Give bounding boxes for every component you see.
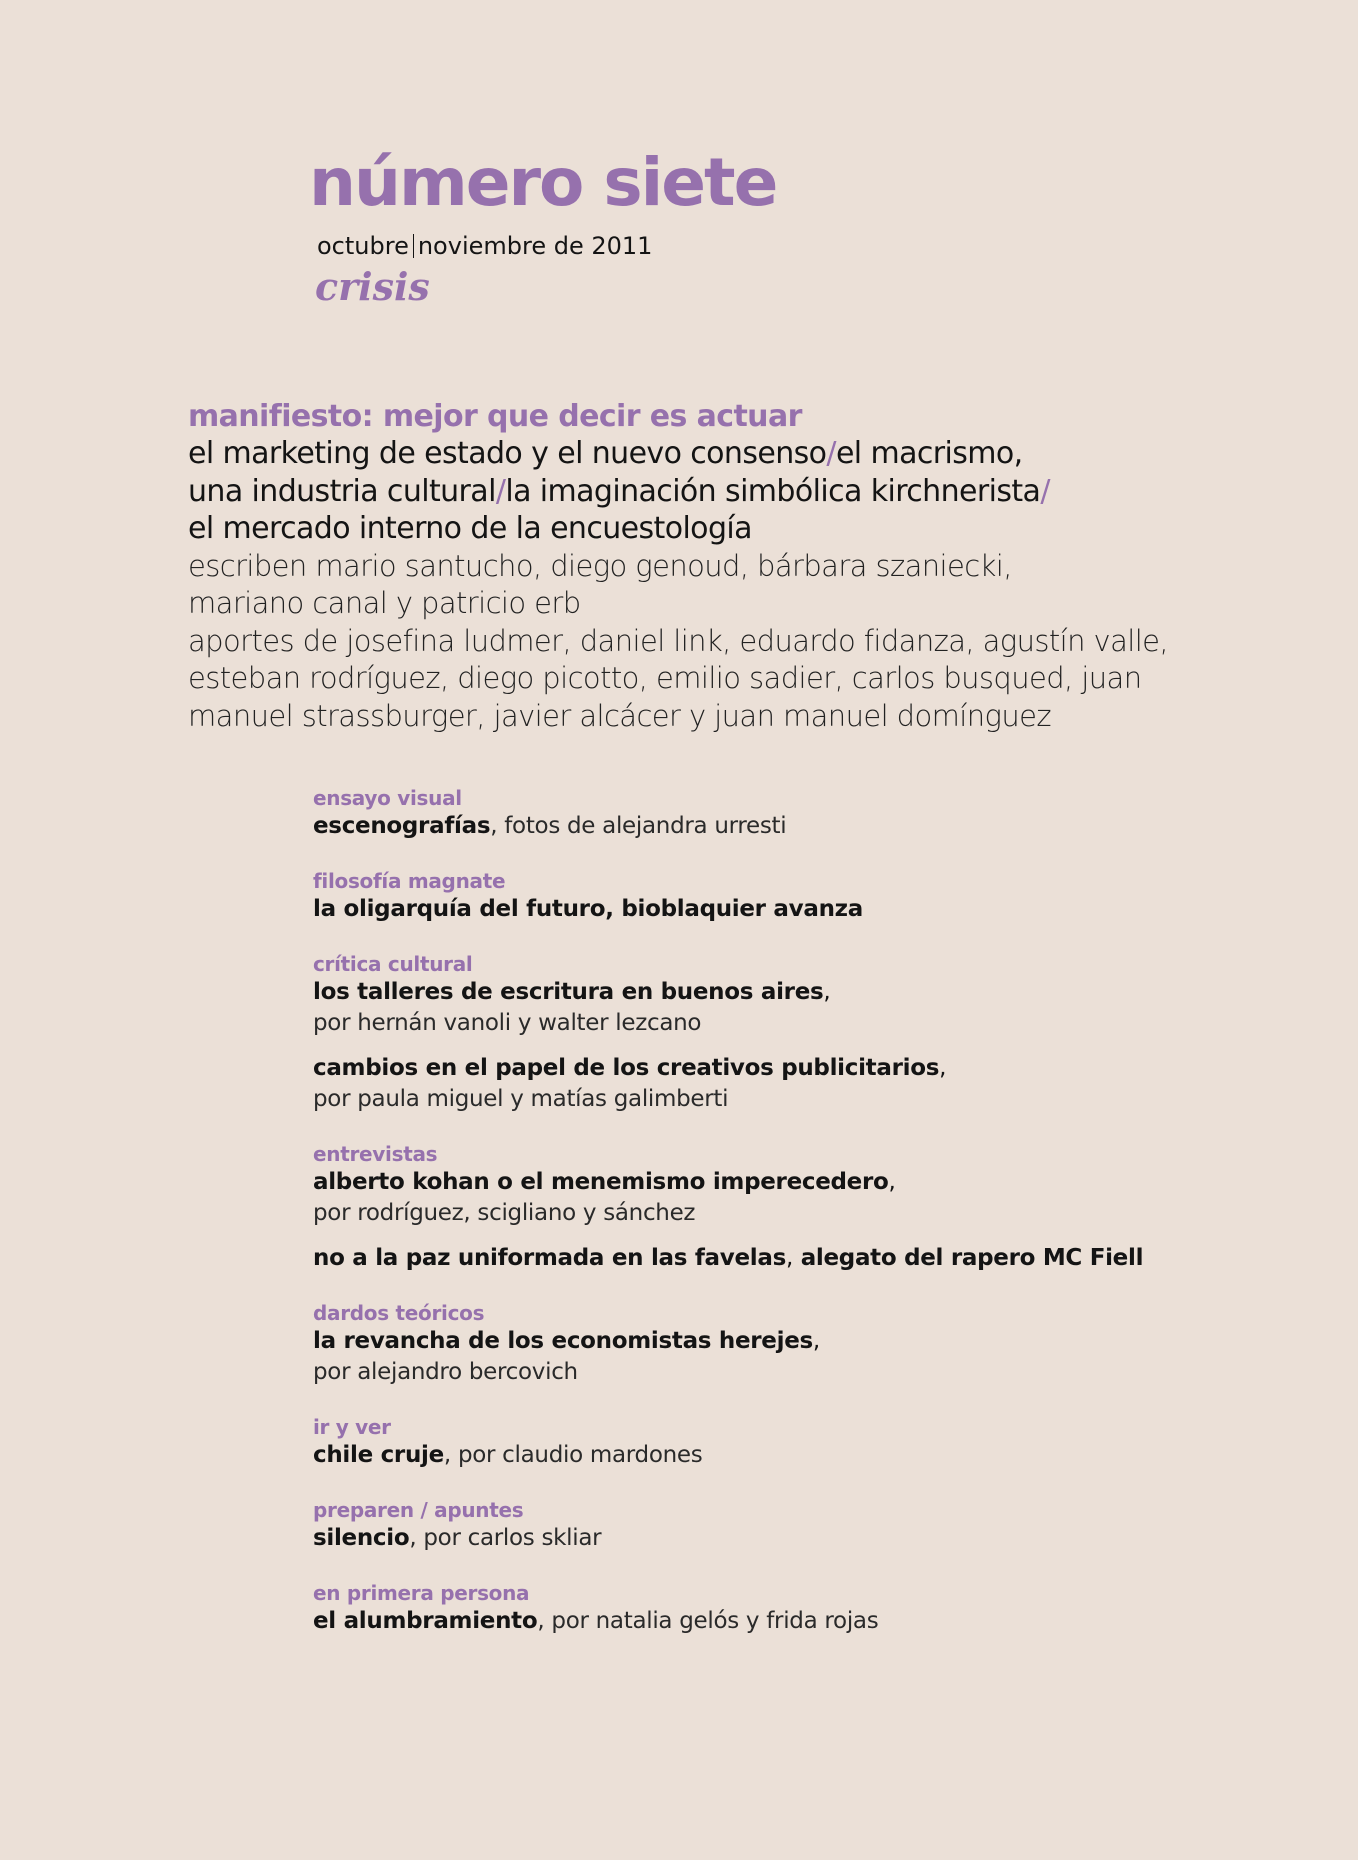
date-separator <box>413 234 414 258</box>
slash-separator: / <box>495 473 506 509</box>
toc-item <box>313 1243 1333 1274</box>
manifesto-title: manifiesto: mejor que decir es actuar <box>188 399 802 434</box>
toc-item <box>313 894 1333 925</box>
section-label: preparen / apuntes <box>313 1498 524 1522</box>
item-byline: por paula miguel y matías galimberti <box>313 1086 729 1112</box>
toc-item <box>313 977 1333 1039</box>
item-comma: , <box>939 1055 947 1081</box>
item-title: escenografías <box>313 813 491 839</box>
table-of-contents <box>313 785 1333 1663</box>
section-label: dardos teóricos <box>313 1301 485 1325</box>
issue-date <box>317 232 776 260</box>
item-title: no a la paz uniformada en las favelas <box>313 1245 786 1271</box>
manifesto-topic: la imaginación simbólica kirchnerista <box>505 473 1041 509</box>
manifesto-writers: escriben mario santucho, diego genoud, bárbara szaniecki, <box>188 548 1012 583</box>
toc-item <box>313 1606 1333 1637</box>
toc-section <box>313 951 1333 1115</box>
slash-separator: / <box>1040 473 1050 509</box>
toc-item <box>313 1167 1333 1229</box>
toc-item <box>313 1326 1333 1388</box>
item-comma: , <box>812 1328 820 1354</box>
manifesto-contributors: aportes de josefina ludmer, daniel link, eduardo fidanza, agustín valle, <box>188 623 1169 658</box>
toc-section <box>313 1141 1333 1274</box>
manifesto-contributors: manuel strassburger, javier alcácer y juan manuel domínguez <box>188 698 1051 733</box>
toc-section <box>313 868 1333 925</box>
item-byline: , por carlos skliar <box>409 1525 602 1551</box>
toc-item <box>313 1440 1333 1471</box>
item-comma: , <box>823 979 831 1005</box>
issue-date-month1: octubre <box>317 232 409 260</box>
manifesto-topic: el mercado interno de la encuestología <box>188 511 752 546</box>
section-label: ir y ver <box>313 1415 391 1439</box>
manifesto-topic: el marketing de estado y el nuevo consenso <box>188 436 827 471</box>
manifesto-topic-line <box>188 510 1338 548</box>
manifesto-topic-line <box>188 435 1338 473</box>
item-byline: , fotos de alejandra urresti <box>490 813 787 839</box>
item-title: los talleres de escritura en buenos aires <box>313 979 824 1005</box>
section-label: en primera persona <box>313 1581 530 1605</box>
toc-section <box>313 1580 1333 1637</box>
item-title: la oligarquía del futuro, bioblaquier avanza <box>313 896 863 922</box>
item-title: el alumbramiento <box>313 1608 538 1634</box>
item-comma: , <box>785 1245 793 1271</box>
issue-title: número siete <box>309 144 777 221</box>
toc-section <box>313 1497 1333 1554</box>
issue-header <box>309 144 777 309</box>
item-byline: por hernán vanoli y walter lezcano <box>313 1010 702 1036</box>
item-title-secondary: alegato del rapero MC Fiell <box>792 1245 1144 1271</box>
section-label: entrevistas <box>313 1142 438 1166</box>
item-title: chile cruje <box>313 1442 444 1468</box>
item-title: alberto kohan o el menemismo imperecedero <box>313 1169 889 1195</box>
toc-section <box>313 785 1333 842</box>
toc-item <box>313 1523 1333 1554</box>
issue-theme: crisis <box>315 264 430 309</box>
section-label: filosofía magnate <box>313 869 506 893</box>
toc-section <box>313 1300 1333 1388</box>
item-title: cambios en el papel de los creativos publicitarios <box>313 1055 940 1081</box>
manifesto-topic: el macrismo, <box>835 436 1023 471</box>
item-title: la revancha de los economistas herejes <box>313 1328 813 1354</box>
manifesto-block <box>188 398 1338 735</box>
item-byline: por alejandro bercovich <box>313 1359 578 1385</box>
section-label: ensayo visual <box>313 786 462 810</box>
item-byline: por rodríguez, scigliano y sánchez <box>313 1200 696 1226</box>
slash-separator: / <box>826 436 836 471</box>
toc-item <box>313 1053 1333 1115</box>
toc-section <box>313 1414 1333 1471</box>
manifesto-contributors: esteban rodríguez, diego picotto, emilio sadier, carlos busqued, juan <box>188 661 1142 695</box>
issue-date-month2: noviembre de 2011 <box>417 232 653 260</box>
manifesto-topic-line <box>188 473 1338 511</box>
item-comma: , <box>888 1169 896 1195</box>
manifesto-topic: una industria cultural <box>188 473 496 509</box>
item-byline: , por natalia gelós y frida rojas <box>537 1608 879 1634</box>
section-label: crítica cultural <box>313 952 473 976</box>
manifesto-writers: mariano canal y patricio erb <box>188 586 581 620</box>
item-title: silencio <box>313 1525 410 1551</box>
toc-item <box>313 811 1333 842</box>
item-byline: , por claudio mardones <box>443 1442 703 1468</box>
